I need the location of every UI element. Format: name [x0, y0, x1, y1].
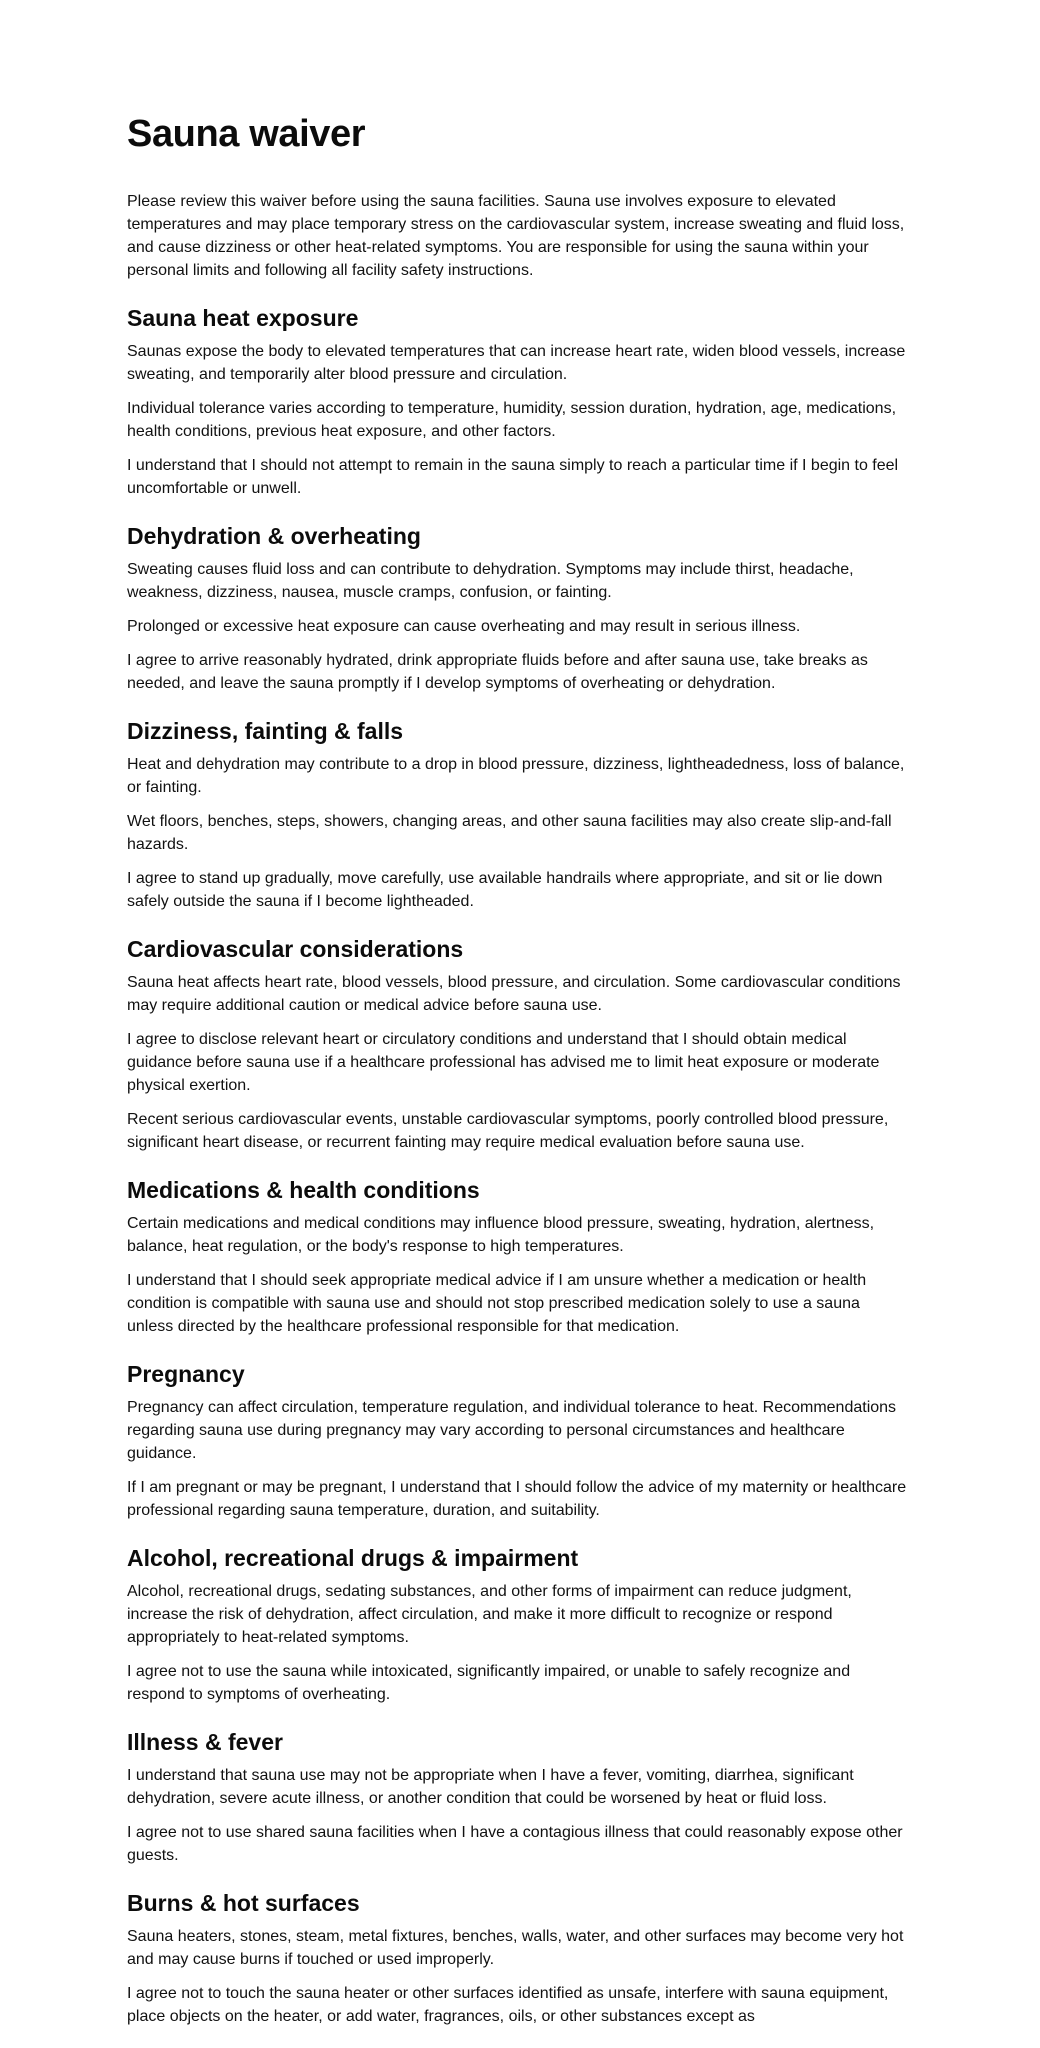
- section-paragraph: Heat and dehydration may contribute to a drop in blood pressure, dizziness, lightheadedness, loss of balance, or fainting.: [127, 756, 905, 796]
- section-paragraph: Sauna heat affects heart rate, blood vessels, blood pressure, and circulation. Some cardiovascular conditions may require additional caution or medical advice before sauna use.: [127, 974, 901, 1014]
- section-paragraph: I understand that I should seek appropriate medical advice if I am unsure whether a medication or health condition is compatible with sauna use and should not stop prescribed medication solely to use a sauna unless directed by the healthcare professional responsible for that medication.: [127, 1272, 867, 1335]
- section-heading: Medications & health conditions: [127, 1177, 480, 1203]
- waiver-section: [127, 1174, 907, 1338]
- section-heading: Dehydration & overheating: [127, 523, 421, 549]
- section-paragraph: Sauna heaters, stones, steam, metal fixtures, benches, walls, water, and other surfaces may become very hot and may cause burns if touched or used improperly.: [127, 1928, 904, 1968]
- section-paragraph: Sweating causes fluid loss and can contribute to dehydration. Symptoms may include thirst, headache, weakness, dizziness, nausea, muscle cramps, confusion, or fainting.: [127, 561, 854, 601]
- section-paragraph: I understand that sauna use may not be appropriate when I have a fever, vomiting, diarrhea, significant dehydration, severe acute illness, or another condition that could be worsened by heat or fluid loss.: [127, 1767, 854, 1807]
- section-heading: Cardiovascular considerations: [127, 936, 464, 962]
- waiver-section: [127, 1542, 907, 1706]
- section-paragraph: If I am pregnant or may be pregnant, I understand that I should follow the advice of my maternity or healthcare professional regarding sauna temperature, duration, and suitability.: [127, 1479, 907, 1519]
- section-heading: Pregnancy: [127, 1361, 245, 1387]
- waiver-content: [127, 108, 907, 2048]
- section-paragraph: Pregnancy can affect circulation, temperature regulation, and individual tolerance to heat. Recommendations regarding sauna use during pregnancy may vary according to personal circumstances and healthcare guidance.: [127, 1399, 897, 1462]
- waiver-section: [127, 520, 907, 695]
- section-heading: Sauna heat exposure: [127, 305, 359, 331]
- waiver-section: [127, 933, 907, 1154]
- waiver-section: [127, 1358, 907, 1522]
- section-paragraph: Wet floors, benches, steps, showers, changing areas, and other sauna facilities may also create slip-and-fall hazards.: [127, 813, 892, 853]
- section-heading: Alcohol, recreational drugs & impairment: [127, 1545, 579, 1571]
- section-paragraph: Alcohol, recreational drugs, sedating substances, and other forms of impairment can reduce judgment, increase the risk of dehydration, affect circulation, and make it more difficult to recognize or respond appropriately to heat-related symptoms.: [127, 1583, 852, 1646]
- waiver-section: [127, 1887, 907, 2028]
- section-paragraph: I agree to disclose relevant heart or circulatory conditions and understand that I should obtain medical guidance before sauna use if a healthcare professional has advised me to limit heat exposure or moderate physical exertion.: [127, 1031, 880, 1094]
- section-paragraph: Prolonged or excessive heat exposure can cause overheating and may result in serious illness.: [127, 618, 801, 635]
- section-paragraph: Saunas expose the body to elevated temperatures that can increase heart rate, widen blood vessels, increase sweating, and temporarily alter blood pressure and circulation.: [127, 343, 906, 383]
- intro-paragraph: Please review this waiver before using the sauna facilities. Sauna use involves exposure to elevated temperatures and may place temporary stress on the cardiovascular system, increase sweating and fluid loss, and cause dizziness or other heat-related symptoms. You are responsible for using the sauna within your personal limits and following all facility safety instructions.: [127, 193, 905, 279]
- section-paragraph: I agree not to use shared sauna facilities when I have a contagious illness that could reasonably expose other guests.: [127, 1824, 903, 1864]
- section-paragraph: I agree not to use the sauna while intoxicated, significantly impaired, or unable to safely recognize and respond to symptoms of overheating.: [127, 1663, 851, 1703]
- section-paragraph: I agree to arrive reasonably hydrated, drink appropriate fluids before and after sauna use, take breaks as needed, and leave the sauna promptly if I develop symptoms of overheating or dehydration.: [127, 652, 868, 692]
- waiver-section: [127, 302, 907, 500]
- waiver-section: [127, 715, 907, 913]
- section-paragraph: Certain medications and medical conditions may influence blood pressure, sweating, hydration, alertness, balance, heat regulation, or the body's response to high temperatures.: [127, 1215, 875, 1255]
- waiver-sections: [127, 302, 907, 2028]
- section-heading: Dizziness, fainting & falls: [127, 718, 404, 744]
- section-paragraph: I agree to stand up gradually, move carefully, use available handrails where appropriate, and sit or lie down safely outside the sauna if I become lightheaded.: [127, 870, 883, 910]
- section-paragraph: Individual tolerance varies according to temperature, humidity, session duration, hydration, age, medications, health conditions, previous heat exposure, and other factors.: [127, 400, 897, 440]
- page-title: Sauna waiver: [127, 113, 366, 155]
- section-paragraph: I agree not to touch the sauna heater or other surfaces identified as unsafe, interfere with sauna equipment, place objects on the heater, or add water, fragrances, oils, or other substances except as: [127, 1985, 889, 2025]
- section-heading: Burns & hot surfaces: [127, 1890, 360, 1916]
- section-paragraph: I understand that I should not attempt to remain in the sauna simply to reach a particular time if I begin to feel uncomfortable or unwell.: [127, 457, 899, 497]
- section-heading: Illness & fever: [127, 1729, 283, 1755]
- section-paragraph: Recent serious cardiovascular events, unstable cardiovascular symptoms, poorly controlled blood pressure, significant heart disease, or recurrent fainting may require medical evaluation before sauna use.: [127, 1111, 889, 1151]
- waiver-section: [127, 1726, 907, 1867]
